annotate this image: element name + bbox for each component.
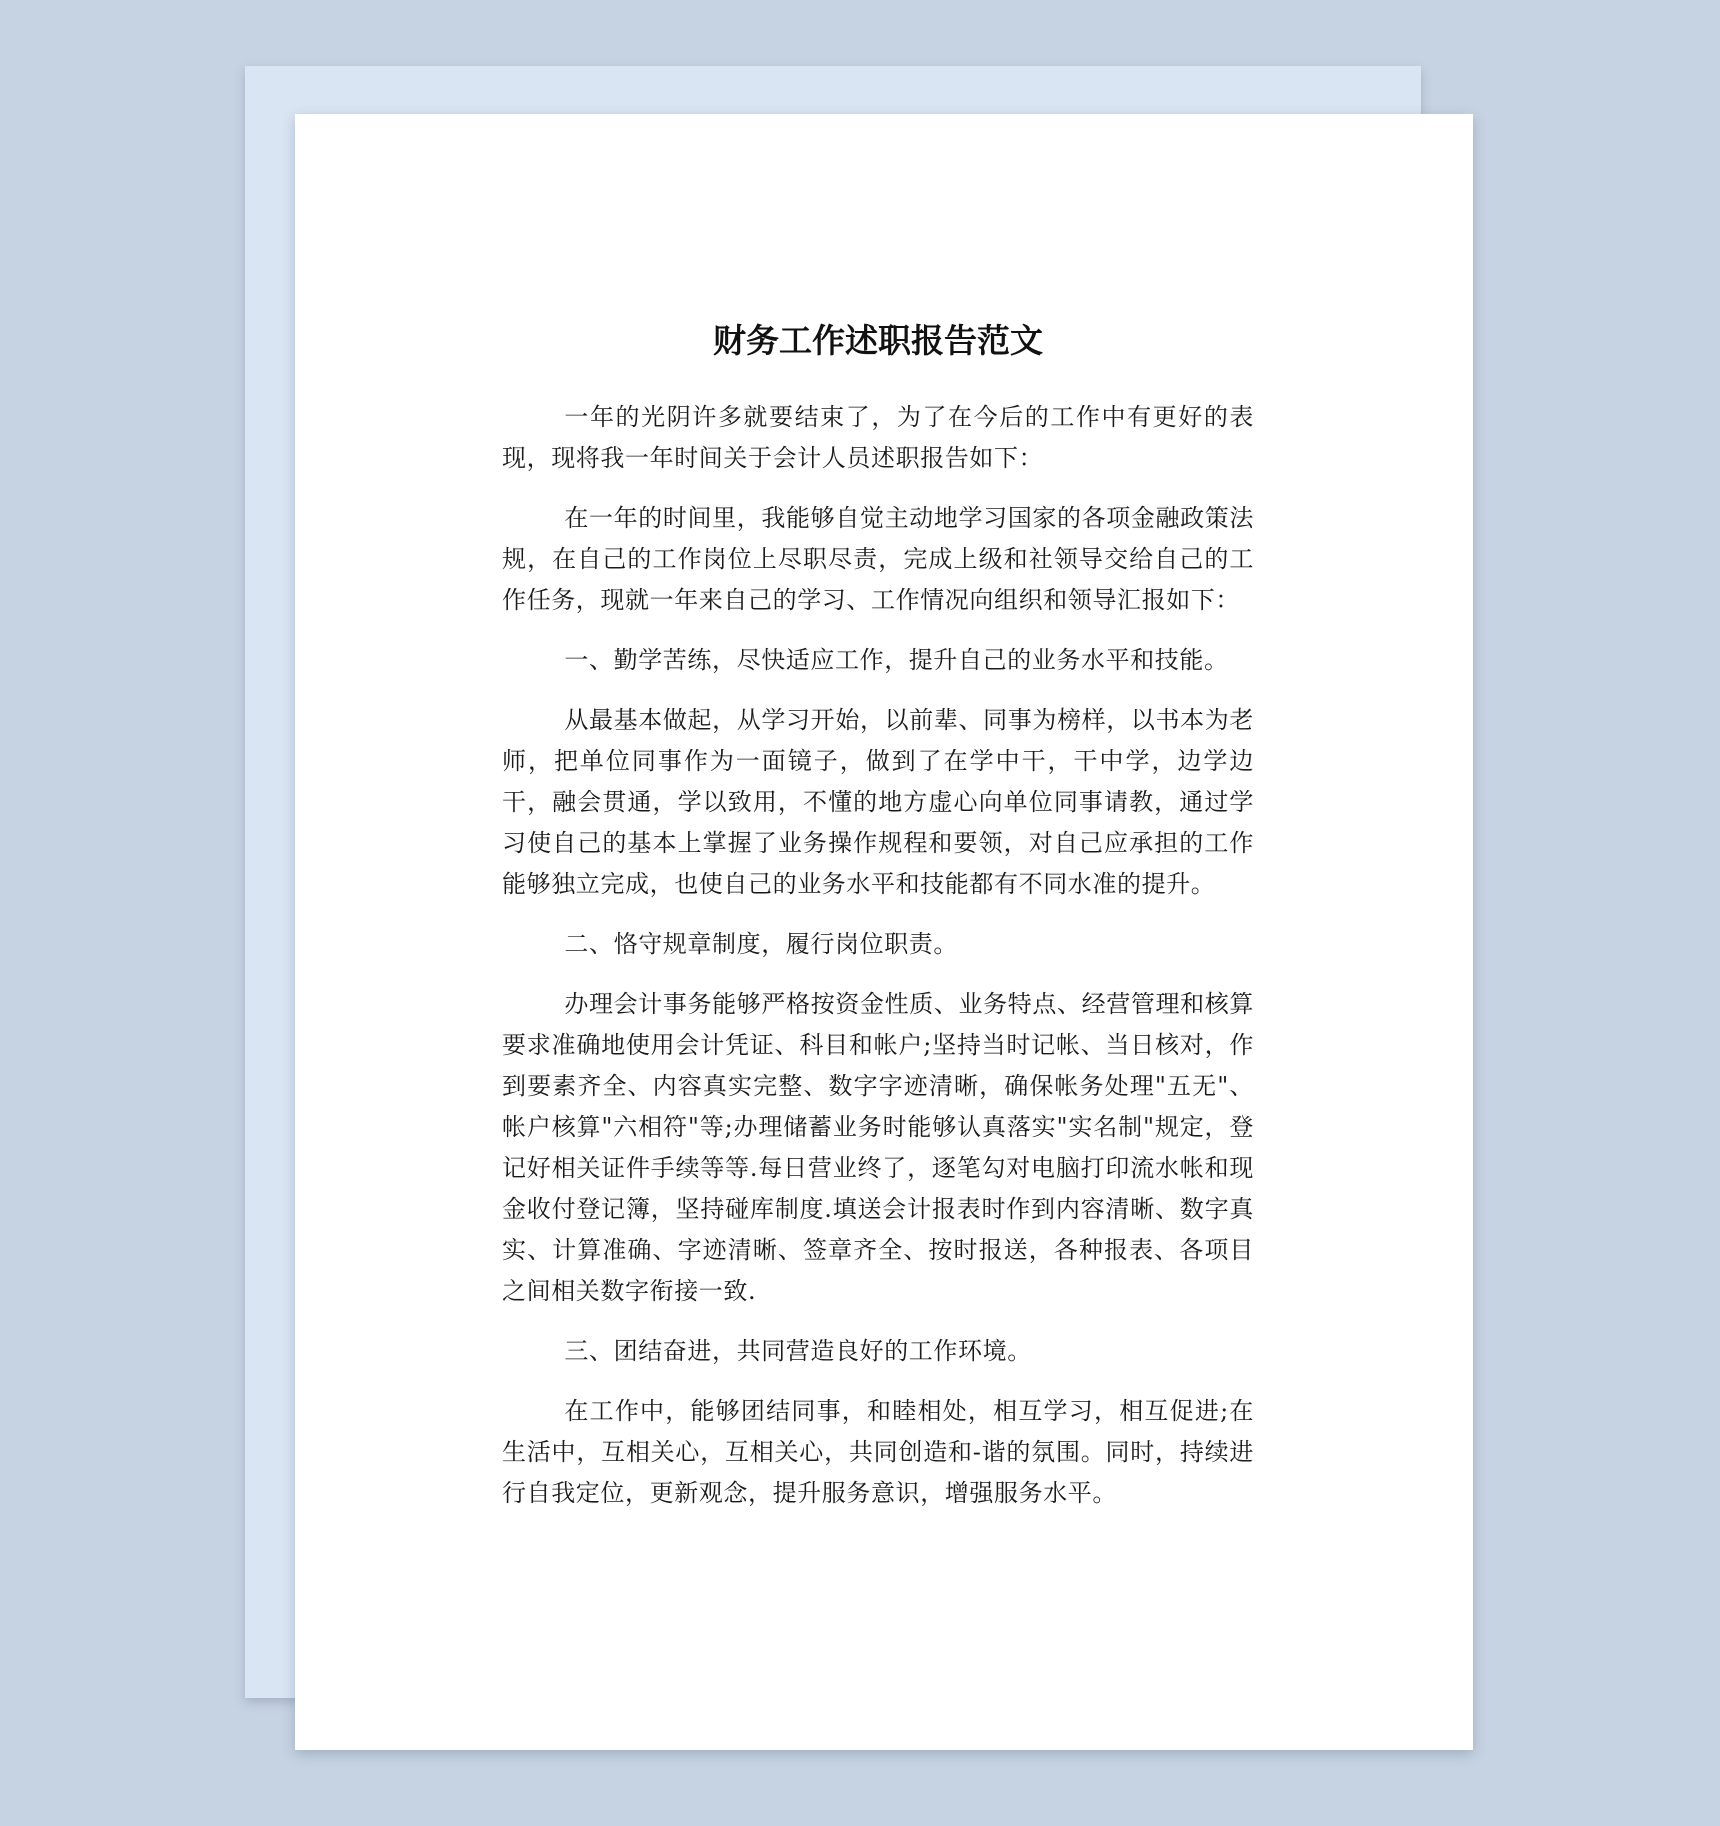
paragraph-section-2: 办理会计事务能够严格按资金性质、业务特点、经营管理和核算要求准确地使用会计凭证、科目和帐户;坚持当时记帐、当日核对，作到要素齐全、内容真实完整、数字字迹清晰，确保帐务处理"五无"、帐户核算"六相符"等;办理储蓄业务时能够认真落实"实名制"规定，登记好相关证件手续等等.每日营业终了，逐笔勾对电脑打印流水帐和现金收付登记簿，坚持碰库制度.填送会计报表时作到内容清晰、数字真实、计算准确、字迹清晰、签章齐全、按时报送，各种报表、各项目之间相关数字衔接一致. (502, 989, 1254, 1305)
paragraph-section-1: 从最基本做起，从学习开始，以前辈、同事为榜样，以书本为老师，把单位同事作为一面镜子，做到了在学中干，干中学，边学边干，融会贯通，学以致用，不懂的地方虚心向单位同事请教，通过学习使自己的基本上掌握了业务操作规程和要领，对自己应承担的工作能够独立完成，也使自己的业务水平和技能都有不同水准的提升。 (502, 705, 1254, 898)
section-heading-2: 二、恪守规章制度，履行岗位职责。 (564, 929, 958, 958)
document-page (295, 114, 1473, 1750)
section-heading-3: 三、团结奋进，共同营造良好的工作环境。 (564, 1336, 1032, 1365)
document-title: 财务工作述职报告范文 (713, 321, 1043, 360)
paragraph-section-3: 在工作中，能够团结同事，和睦相处，相互学习，相互促进;在生活中，互相关心，互相关心，共同创造和-谐的氛围。同时，持续进行自我定位，更新观念，提升服务意识，增强服务水平。 (502, 1396, 1254, 1507)
document-body (502, 320, 1254, 1533)
paragraph-overview: 在一年的时间里，我能够自觉主动地学习国家的各项金融政策法规，在自己的工作岗位上尽职尽责，完成上级和社领导交给自己的工作任务，现就一年来自己的学习、工作情况向组织和领导汇报如下： (502, 503, 1254, 614)
section-heading-1: 一、勤学苦练，尽快适应工作，提升自己的业务水平和技能。 (564, 645, 1229, 674)
paragraph-intro: 一年的光阴许多就要结束了，为了在今后的工作中有更好的表现，现将我一年时间关于会计人员述职报告如下： (502, 402, 1254, 472)
